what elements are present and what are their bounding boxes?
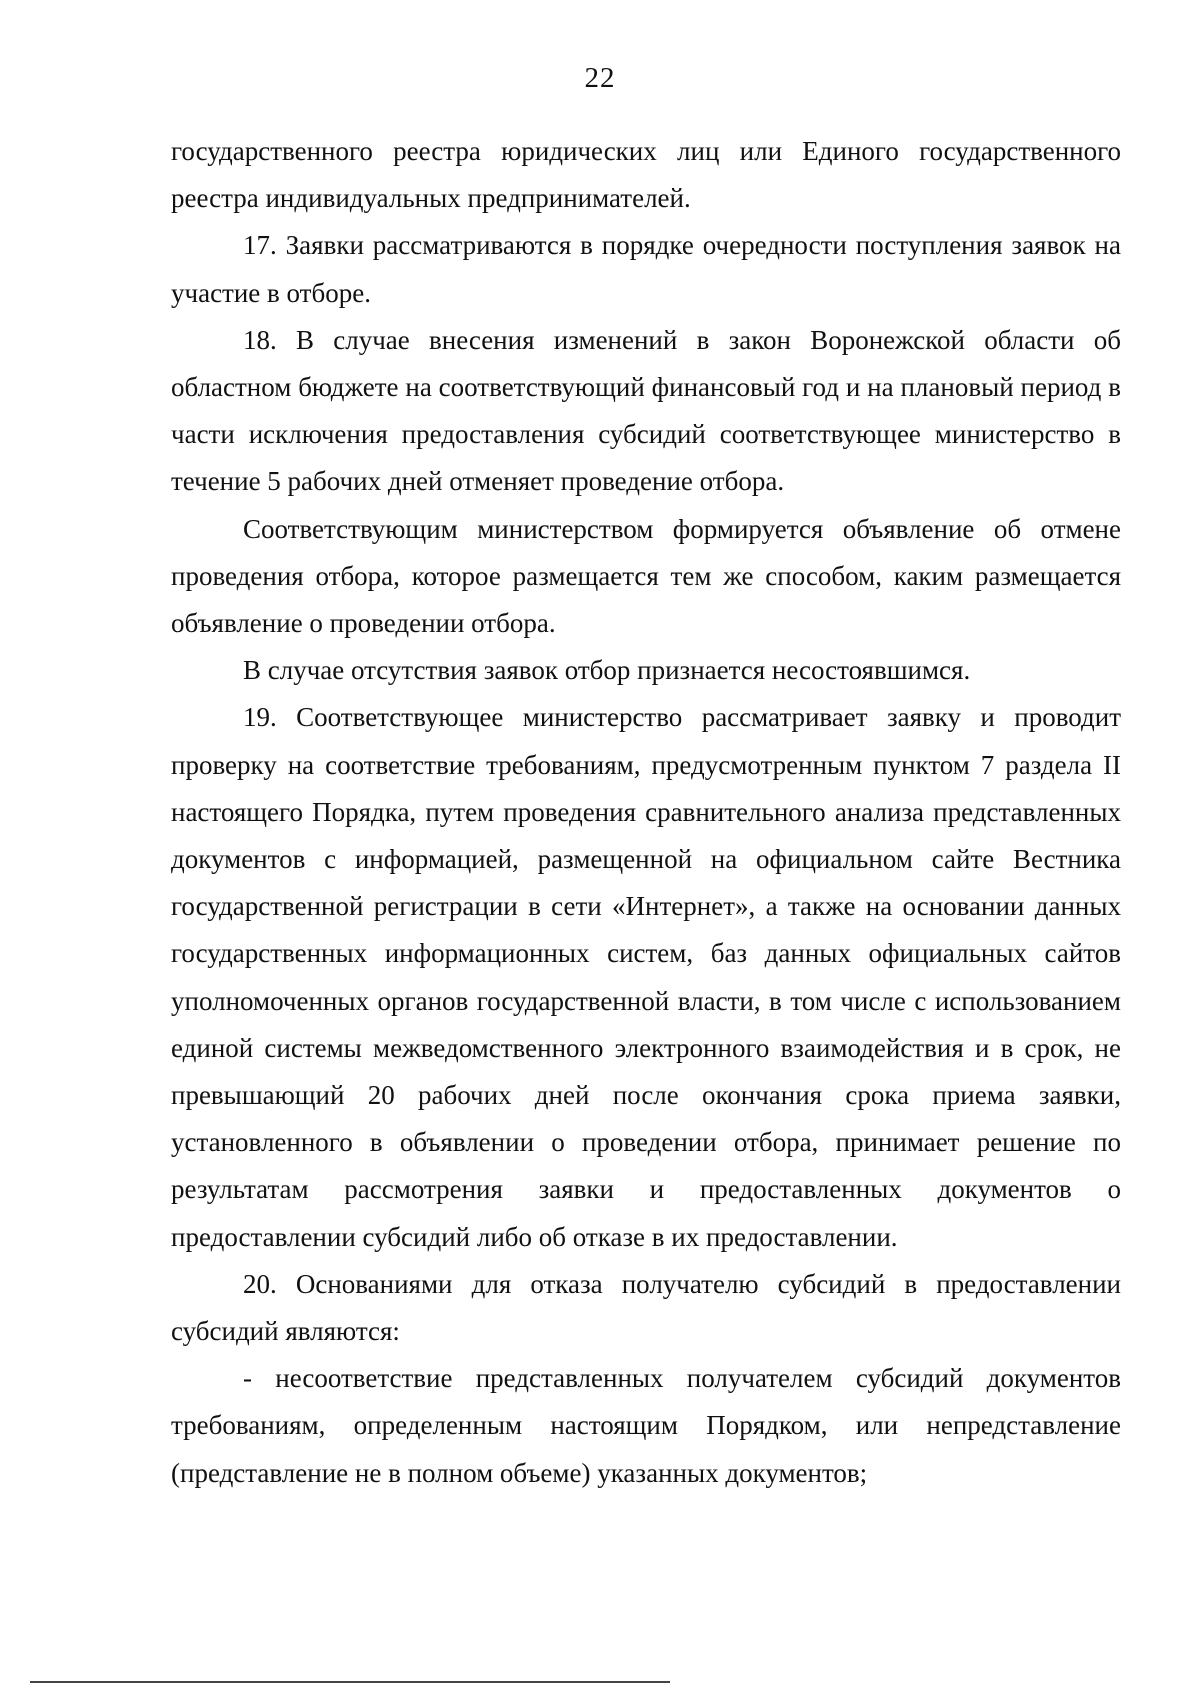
paragraph-cancellation-notice: Соответствующим министерством формируется объявление об отмене проведения отбора, которое размещается тем же способом, каким размещается объявление о проведении отбора. [171, 513, 1121, 639]
paragraph-17: 17. Заявки рассматриваются в порядке очередности поступления заявок на участие в отборе. [171, 230, 1121, 308]
page-number: 22 [584, 62, 616, 94]
paragraph-continuation: государственного реестра юридических лиц или Единого государственного реестра индивидуальных предпринимателей. [171, 136, 1121, 214]
paragraph-18: 18. В случае внесения изменений в закон Воронежской области об областном бюджете на соответствующий финансовый год и на плановый период в части исключения предоставления субсидий соответствующее министерство в течение 5 рабочих дней отменяет проведение отбора. [171, 324, 1121, 497]
paragraph-20: 20. Основаниями для отказа получателю субсидий в предоставлении субсидий являются: [171, 1268, 1121, 1347]
paragraph-refusal-ground-1: - несоответствие представленных получателем субсидий документов требованиям, определенным настоящим Порядком, или непредставление (представление не в полном объеме) указанных документов; [171, 1363, 1121, 1488]
bottom-scan-line [30, 1681, 670, 1683]
document-body [171, 128, 1121, 1497]
paragraph-no-applications: В случае отсутствия заявок отбор признается несостоявшимся. [243, 655, 971, 686]
paragraph-19: 19. Соответствующее министерство рассматривает заявку и проводит проверку на соответствие требованиям, предусмотренным пунктом 7 раздела II настоящего Порядка, путем проведения сравнительного анализа представленных документов с информацией, размещенной на официальном сайте Вестника государственной регистрации в сети «Интернет», а также на основании данных государственных информационных систем, баз данных официальных сайтов уполномоченных органов государственной власти, в том числе с использованием единой системы межведомственного электронного взаимодействия и в срок, не превышающий 20 рабочих дней после окончания срока приема заявки, установленного в объявлении о проведении отбора, принимает решение по результатам рассмотрения заявки и предоставленных документов о предоставлении субсидий либо об отказе в их предоставлении. [171, 702, 1121, 1252]
